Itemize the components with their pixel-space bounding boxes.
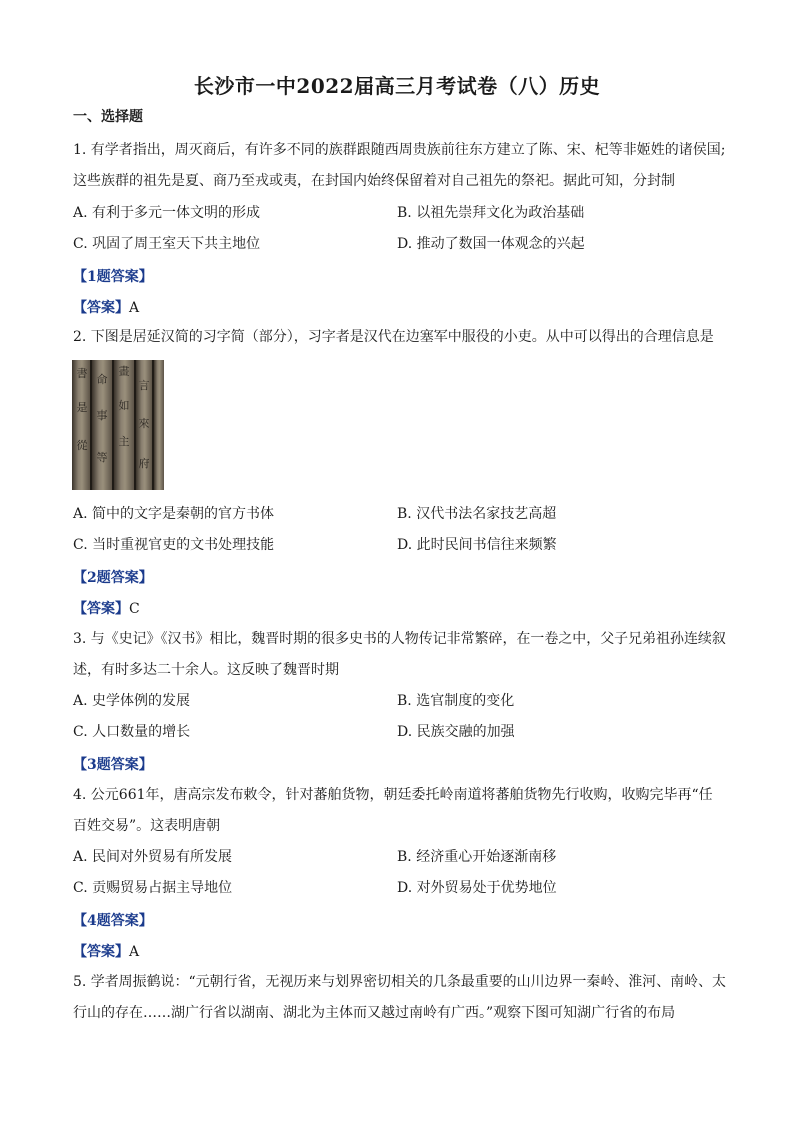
question-2-stem-line-1: 2. 下图是居延汉简的习字简（部分），习字者是汉代在边塞军中服役的小吏。从中可以得出的合理信息是 bbox=[73, 329, 714, 345]
question-2-answer-heading: 【2题答案】 bbox=[73, 570, 153, 586]
answer-value: C bbox=[129, 601, 140, 617]
question-4-answer-heading: 【4题答案】 bbox=[73, 913, 153, 929]
answer-tag: 【答案】 bbox=[73, 944, 129, 960]
section-heading: 一、选择题 bbox=[73, 109, 143, 125]
question-3-option-b: B. 选官制度的变化 bbox=[397, 693, 515, 709]
question-2-answer bbox=[73, 598, 140, 618]
question-4-stem-line-1: 4. 公元661年，唐高宗发布敕令，针对蕃舶货物，朝廷委托岭南道将蕃舶货物先行收购，收购完毕再“任 bbox=[73, 787, 713, 803]
question-5-stem-line-1: 5. 学者周振鹤说：“元朝行省，无视历来与划界密切相关的几条最重要的山川边界一秦岭、淮河、南岭、太 bbox=[73, 974, 727, 990]
question-3-answer-heading: 【3题答案】 bbox=[73, 757, 153, 773]
question-3-stem-line-1: 3. 与《史记》《汉书》相比，魏晋时期的很多史书的人物传记非常繁碎，在一卷之中，父子兄弟祖孙连续叙 bbox=[73, 631, 726, 647]
page-title: 长沙市一中2022届高三月考试卷（八）历史 bbox=[193, 74, 601, 98]
answer-tag: 【答案】 bbox=[73, 300, 129, 316]
question-2-option-a: A. 简中的文字是秦朝的官方书体 bbox=[73, 506, 275, 522]
question-1-option-a: A. 有利于多元一体文明的形成 bbox=[73, 205, 261, 221]
question-4-answer bbox=[73, 941, 139, 961]
answer-tag: 【答案】 bbox=[73, 601, 129, 617]
question-4-option-c: C. 贡赐贸易占据主导地位 bbox=[73, 880, 233, 896]
question-5-stem-line-2: 行山的存在……湖广行省以湖南、湖北为主体而又越过南岭有广西。”观察下图可知湖广行省的布局 bbox=[73, 1005, 676, 1021]
answer-value: A bbox=[129, 944, 140, 960]
question-1-answer bbox=[73, 297, 139, 317]
question-2-option-c: C. 当时重视官吏的文书处理技能 bbox=[73, 537, 275, 553]
question-1-stem-line-1: 1. 有学者指出，周灭商后，有许多不同的族群跟随西周贵族前往东方建立了陈、宋、杞等非姬姓的诸侯国; bbox=[73, 142, 726, 158]
question-4-option-b: B. 经济重心开始逐渐南移 bbox=[397, 849, 557, 865]
question-1-answer-heading: 【1题答案】 bbox=[73, 269, 153, 285]
question-3-option-c: C. 人口数量的增长 bbox=[73, 724, 191, 740]
question-4-option-d: D. 对外贸易处于优势地位 bbox=[397, 880, 557, 896]
question-4-option-a: A. 民间对外贸易有所发展 bbox=[73, 849, 233, 865]
question-1-option-d: D. 推动了数国一体观念的兴起 bbox=[397, 236, 585, 252]
question-3-option-d: D. 民族交融的加强 bbox=[397, 724, 515, 740]
question-4-stem-line-2: 百姓交易”。这表明唐朝 bbox=[73, 818, 221, 834]
question-3-option-a: A. 史学体例的发展 bbox=[73, 693, 191, 709]
question-2-option-d: D. 此时民间书信往来频繁 bbox=[397, 537, 557, 553]
question-3-stem-line-2: 述，有时多达二十余人。这反映了魏晋时期 bbox=[73, 662, 339, 678]
question-1-option-c: C. 巩固了周王室天下共主地位 bbox=[73, 236, 261, 252]
question-1-option-b: B. 以祖先崇拜文化为政治基础 bbox=[397, 205, 585, 221]
answer-value: A bbox=[129, 300, 140, 316]
question-2-option-b: B. 汉代书法名家技艺高超 bbox=[397, 506, 557, 522]
question-1-stem-line-2: 这些族群的祖先是夏、商乃至戎或夷，在封国内始终保留着对自己祖先的祭祀。据此可知，分封制 bbox=[73, 173, 675, 189]
han-bamboo-slips-image: 書 是 從 命 事 等 畫 如 主 言 來 府 bbox=[72, 360, 164, 490]
